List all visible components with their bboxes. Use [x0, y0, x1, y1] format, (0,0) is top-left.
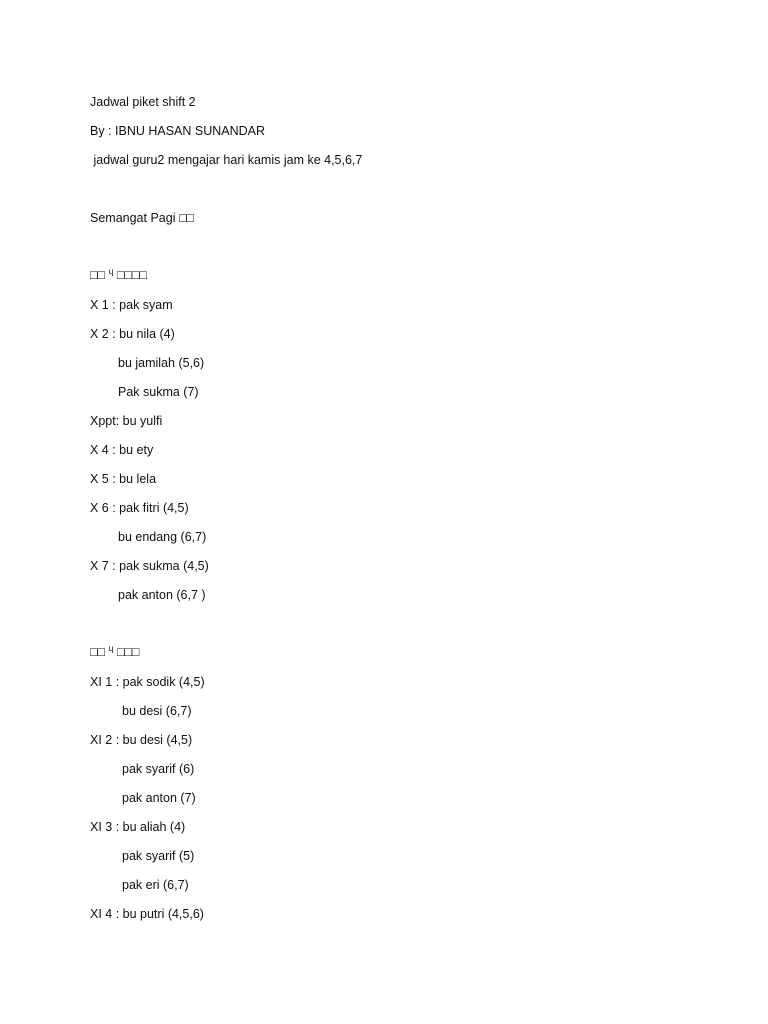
document-title: Jadwal piket shift 2 — [90, 95, 196, 109]
schedule-line: bu endang (6,7) — [118, 530, 207, 544]
schedule-line: pak anton (7) — [122, 791, 196, 805]
schedule-line: Pak sukma (7) — [118, 385, 199, 399]
schedule-line: bu jamilah (5,6) — [118, 356, 205, 370]
section-xi-heading: □□ ᶣ □□□ — [90, 645, 140, 659]
subtitle-line: jadwal guru2 mengajar hari kamis jam ke 4,5,6,7 — [90, 153, 363, 167]
schedule-line: pak syarif (6) — [122, 762, 195, 776]
schedule-line: bu desi (6,7) — [122, 704, 192, 718]
schedule-line: X 7 : pak sukma (4,5) — [90, 559, 209, 573]
schedule-line: X 1 : pak syam — [90, 298, 173, 312]
section-x-heading: □□ ᶣ □□□□ — [90, 268, 148, 282]
schedule-line: X 5 : bu lela — [90, 472, 157, 486]
schedule-line: Xppt: bu yulfi — [90, 414, 163, 428]
schedule-line: XI 2 : bu desi (4,5) — [90, 733, 193, 747]
schedule-line: X 6 : pak fitri (4,5) — [90, 501, 189, 515]
schedule-line: pak anton (6,7 ) — [118, 588, 206, 602]
author-line: By : IBNU HASAN SUNANDAR — [90, 124, 266, 138]
schedule-line: X 4 : bu ety — [90, 443, 154, 457]
schedule-line: XI 4 : bu putri (4,5,6) — [90, 907, 204, 921]
greeting-line: Semangat Pagi □□ — [90, 211, 195, 225]
schedule-line: XI 1 : pak sodik (4,5) — [90, 675, 205, 689]
schedule-line: pak syarif (5) — [122, 849, 195, 863]
schedule-line: XI 3 : bu aliah (4) — [90, 820, 186, 834]
schedule-line: pak eri (6,7) — [122, 878, 189, 892]
schedule-line: X 2 : bu nila (4) — [90, 327, 175, 341]
